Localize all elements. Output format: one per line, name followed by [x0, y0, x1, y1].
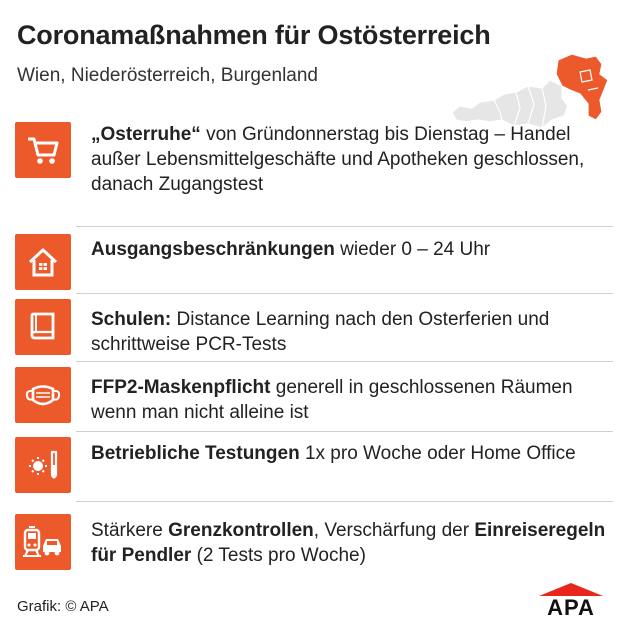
separator [76, 431, 613, 432]
separator [76, 293, 613, 294]
measure-text: „Osterruhe“ von Gründonnerstag bis Dienstag – Handel außer Lebensmittelgeschäfte und Apotheken geschlossen, danach Zugangstest [91, 124, 585, 195]
austria-map [450, 50, 610, 130]
page-title: Coronamaßnahmen für Ostösterreich [17, 20, 491, 50]
train-car-icon [15, 514, 71, 570]
page-subtitle: Wien, Niederösterreich, Burgenland [17, 65, 318, 86]
measure-text: Ausgangsbeschränkungen wieder 0 – 24 Uhr [91, 239, 491, 260]
shopping-cart-icon [15, 122, 71, 178]
apa-logo: APA [537, 582, 605, 618]
face-mask-icon [15, 367, 71, 423]
separator [76, 501, 613, 502]
measure-text: Stärkere Grenzkontrollen, Verschärfung der Einreiseregeln für Pendler (2 Tests pro Woche) [91, 520, 606, 566]
measure-text: FFP2-Maskenpflicht generell in geschlossenen Räumen wenn man nicht alleine ist [91, 377, 573, 423]
separator [76, 361, 613, 362]
book-icon [15, 299, 71, 355]
credit: Grafik: © APA [17, 598, 109, 615]
measure-text: Schulen: Distance Learning nach den Osterferien und schrittweise PCR-Tests [91, 309, 550, 355]
house-icon [15, 234, 71, 290]
measure-text: Betriebliche Testungen 1x pro Woche oder Home Office [91, 443, 576, 464]
separator [76, 226, 613, 227]
virus-test-tube-icon [15, 437, 71, 493]
austria-west-regions [452, 80, 568, 128]
